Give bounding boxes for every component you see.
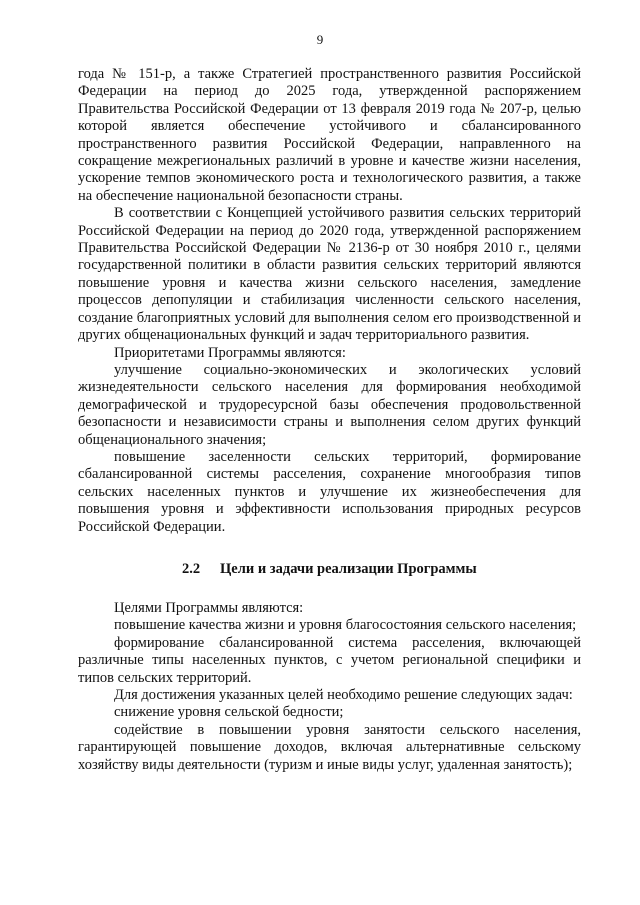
section-title: Цели и задачи реализации Программы (220, 560, 477, 577)
paragraph: содействие в повышении уровня занятости сельского населения, гарантирующей повышение доходов, включая альтернативные сельскому хозяйству виды деятельности (туризм и иные виды услуг, удаленная занятость); (78, 721, 581, 773)
paragraph: повышение качества жизни и уровня благосостояния сельского населения; (114, 617, 577, 634)
paragraph: года № 151-р, а также Стратегией пространственного развития Российской Федерации на период до 2025 года, утвержденной распоряжением Правительства Российской Федерации от 13 февраля 2019 года № 207-р, целью которой является обеспечение устойчивого и сбалансированного пространственного развития Российской Федерации, направленного на сокращение межрегиональных различий в уровне и качестве жизни населения, ускорение темпов экономического роста и технологического развития, а также на обеспечение национальной безопасности страны. (78, 66, 581, 204)
section-heading (78, 560, 581, 578)
paragraph: В соответствии с Концепцией устойчивого развития сельских территорий Российской Федерации на период до 2020 года, утвержденной распоряжением Правительства Российской Федерации № 2136-р от 30 ноября 2010 г., целями государственной политики в области развития сельских территорий являются повышение уровня и качества жизни сельского населения, замедление процессов депопуляции и стабилизация численности сельского населения, создание благоприятных условий для выполнения селом его производственной и других общенациональных функций и задач территориального развития. (78, 205, 581, 344)
page-number: 9 (316, 32, 324, 47)
paragraph: повышение заселенности сельских территорий, формирование сбалансированной системы расселения, сохранение многообразия типов сельских населенных пунктов и улучшение их жизнеобеспечения для повышения уровня и эффективности использования природных ресурсов Российской Федерации. (78, 448, 581, 535)
paragraph: формирование сбалансированной система расселения, включающей различные типы населенных пунктов, с учетом региональной специфики и типов сельских территорий. (78, 634, 581, 686)
paragraph: Целями Программы являются: (114, 599, 304, 616)
paragraph: улучшение социально-экономических и экологических условий жизнедеятельности сельского населения для формирования необходимой демографической и трудоресурсной базы обеспечения продовольственной безопасности и независимости страны и выполнения селом других функций общенационального значения; (78, 361, 581, 448)
section-number: 2.2 (182, 560, 201, 577)
document-body (78, 66, 581, 774)
paragraph: Приоритетами Программы являются: (114, 344, 346, 361)
paragraph: снижение уровня сельской бедности; (114, 704, 344, 721)
paragraph: Для достижения указанных целей необходимо решение следующих задач: (114, 687, 573, 703)
